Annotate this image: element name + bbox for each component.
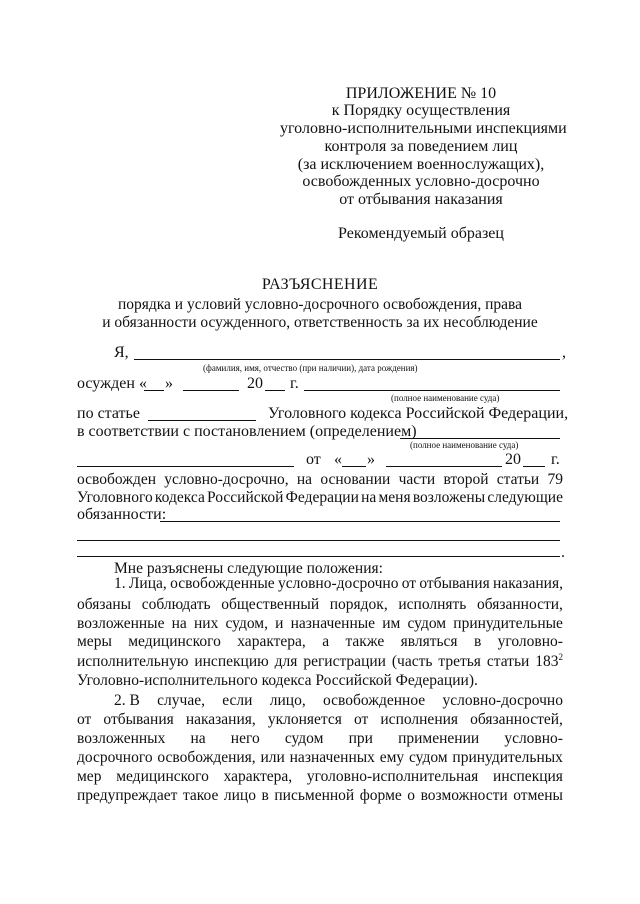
article-label: по статье: [77, 405, 140, 422]
appendix-line: к Порядку осуществления: [331, 102, 511, 119]
word: третья: [438, 653, 481, 670]
word: исполнения: [380, 711, 459, 728]
word: форме: [359, 787, 402, 804]
word: Федерации: [285, 489, 359, 506]
word: медицинского: [116, 768, 209, 785]
word: условно-досрочно: [442, 692, 563, 709]
word: на: [296, 471, 313, 488]
day-field-line-2: [342, 466, 366, 467]
word: принудительные: [453, 615, 563, 632]
court-field-caption-2: (полное наименование суда): [410, 440, 519, 450]
appendix-line: контроля за поведением лиц: [324, 138, 518, 155]
word: 79: [547, 471, 563, 488]
word: ему: [379, 749, 405, 766]
word: возложены: [412, 489, 486, 506]
word: при: [348, 730, 373, 747]
word: следующие: [487, 489, 563, 506]
word: являться: [400, 633, 458, 650]
court-field-caption: (полное наименование суда): [391, 393, 500, 403]
court-field-line: [304, 390, 560, 391]
paragraph-1-line: [77, 597, 563, 613]
word: уклоняется: [267, 711, 342, 728]
quote-close-2: »: [367, 451, 375, 468]
month-field-line-2: [386, 466, 502, 467]
word: общественный: [221, 596, 320, 613]
word: назначенных: [289, 749, 375, 766]
word: освобожденные: [170, 575, 275, 592]
word: соблюдать: [141, 596, 211, 613]
paragraph-2-line: [77, 731, 563, 747]
article-number: $183^2$: [535, 652, 563, 670]
word: 1.: [114, 575, 126, 592]
word: исполнять: [398, 596, 467, 613]
word: им: [382, 615, 401, 632]
ot-label: от: [306, 451, 321, 468]
word: Лица,: [128, 575, 167, 592]
word: или: [260, 749, 285, 766]
word: принудительных: [452, 749, 563, 766]
document-title: РАЗЪЯСНЕНИЕ: [261, 276, 379, 293]
word: о: [407, 787, 416, 804]
criminal-code-label: Уголовного кодекса Российской Федерации,: [268, 405, 569, 422]
paragraph-1-line: [77, 616, 563, 632]
word: и: [275, 615, 284, 632]
year-suffix: г.: [290, 375, 299, 392]
code-duties-line: [77, 490, 563, 506]
word: уголовно-: [497, 633, 563, 650]
word: отмены: [513, 787, 563, 804]
appendix-title: ПРИЛОЖЕНИЕ № 10: [345, 85, 497, 102]
paragraph-2-line: [114, 693, 563, 709]
name-field-line: [134, 359, 560, 360]
day-field-line: [144, 390, 164, 391]
word: уголовно-исполнительная: [306, 768, 479, 785]
name-field-caption: (фамилия, имя, отчество (при наличии), дата рождения): [203, 363, 418, 373]
word: второй: [443, 471, 489, 488]
word: статьи: [486, 653, 530, 670]
word: для: [274, 653, 298, 670]
word: порядок,: [329, 596, 388, 613]
word: (часть: [391, 653, 433, 670]
word: лицо,: [269, 692, 306, 709]
word: применении: [398, 730, 480, 747]
word: обязаны: [77, 596, 132, 613]
quote-close: »: [165, 375, 173, 392]
word: письменной: [274, 787, 355, 804]
word: судом: [409, 749, 448, 766]
word: них: [193, 615, 219, 632]
duties-field-line-1: [160, 521, 560, 522]
appendix-line: уголовно-исполнительными инспекциями: [280, 120, 567, 137]
word: освобожден: [77, 471, 156, 488]
word: инспекцию: [194, 653, 269, 670]
word: также: [345, 633, 385, 650]
superscript: 2: [558, 652, 563, 662]
comma: ,: [562, 344, 566, 361]
word: в: [473, 633, 482, 650]
article-field-line: [148, 420, 256, 421]
word: освобожденное: [323, 692, 426, 709]
month-field-line: [183, 390, 239, 391]
word: регистрации: [303, 653, 386, 670]
word: от: [401, 575, 417, 592]
word: кодекса: [154, 489, 205, 506]
paragraph-1-line: [114, 576, 563, 592]
word: лицо: [223, 787, 256, 804]
court-continuation-line: [77, 466, 294, 467]
word: возложенных: [77, 730, 166, 747]
paragraph-2-line: [77, 788, 563, 804]
appendix-line: (за исключением военнослужащих),: [297, 156, 545, 173]
word: обязанностей,: [470, 711, 563, 728]
paragraph-1-line: [77, 654, 563, 670]
word: Российской: [207, 489, 284, 506]
word: отбывания: [103, 711, 174, 728]
duties-field-line-2: [77, 540, 560, 541]
paragraph-1-line: [77, 634, 563, 650]
word: части: [398, 471, 436, 488]
word: на: [171, 615, 187, 632]
word: инспекция: [493, 768, 563, 785]
word: характера,: [237, 633, 306, 650]
word: в: [261, 787, 269, 804]
intro-text: Мне разъяснены следующие положения:: [114, 560, 383, 577]
paragraph-2-line: [77, 712, 563, 728]
document-subtitle: порядка и условий условно-досрочного освобождения, права: [117, 296, 523, 313]
osuzhden-label: осужден «: [77, 375, 147, 392]
word: характера,: [223, 768, 293, 785]
document-subtitle: и обязанности осужденного, ответственность за их несоблюдение: [102, 314, 538, 331]
word: условно-: [504, 730, 563, 747]
word: Уголовного: [77, 489, 153, 506]
word: 2. В: [114, 692, 140, 709]
appendix-line: освобожденных условно-досрочно: [302, 173, 540, 190]
word: от: [353, 711, 369, 728]
word: меня: [378, 489, 411, 506]
year-field-line-2: [523, 466, 545, 467]
year-field-line: [265, 390, 285, 391]
word: него: [230, 730, 260, 747]
word: случае,: [157, 692, 205, 709]
word: отбывания: [419, 575, 490, 592]
ya-label: Я,: [114, 344, 129, 361]
word: досрочного: [77, 749, 153, 766]
word: от: [77, 711, 92, 728]
word: судом: [407, 615, 447, 632]
word: на: [190, 730, 206, 747]
word: если: [222, 692, 253, 709]
word: возложенные: [77, 615, 165, 632]
year-prefix: 20: [247, 375, 263, 392]
word: меры: [77, 633, 112, 650]
duties-field-line-3: [77, 556, 560, 557]
word: исполнительную: [77, 653, 189, 670]
word: возможности: [420, 787, 508, 804]
word: предупреждает: [77, 787, 178, 804]
paragraph-1-last-line: Уголовно-исполнительного кодекса Российской Федерации).: [77, 672, 478, 689]
resolution-court-line: [400, 438, 560, 439]
recommended-sample: Рекомендуемый образец: [338, 225, 504, 242]
resolution-label: в соответствии с постановлением (определением): [77, 423, 417, 440]
word: а: [322, 633, 330, 650]
word: обязанности,: [477, 596, 563, 613]
word: такое: [182, 787, 219, 804]
word: медицинского: [128, 633, 221, 650]
word: на: [361, 489, 377, 506]
duties-label: обязанности:: [77, 506, 167, 523]
word: наказания,: [185, 711, 256, 728]
year-suffix-2: г.: [551, 451, 560, 468]
word: условно-досрочно: [277, 575, 399, 592]
year-prefix-2: 20: [505, 451, 521, 468]
word: освобождения,: [157, 749, 256, 766]
word: наказания,: [493, 575, 563, 592]
duties-end-dot: .: [561, 544, 565, 561]
word: основании: [320, 471, 391, 488]
paragraph-2-line: [77, 769, 563, 785]
word: назначенные: [290, 615, 376, 632]
word: судом: [284, 730, 324, 747]
released-line: [77, 472, 563, 488]
word: мер: [77, 768, 102, 785]
word: условно-досрочно,: [164, 471, 289, 488]
quote-open: «: [334, 451, 342, 468]
word: статьи: [496, 471, 540, 488]
paragraph-2-line: [77, 750, 563, 766]
word: судом,: [225, 615, 268, 632]
appendix-line: от отбывания наказания: [339, 191, 503, 208]
